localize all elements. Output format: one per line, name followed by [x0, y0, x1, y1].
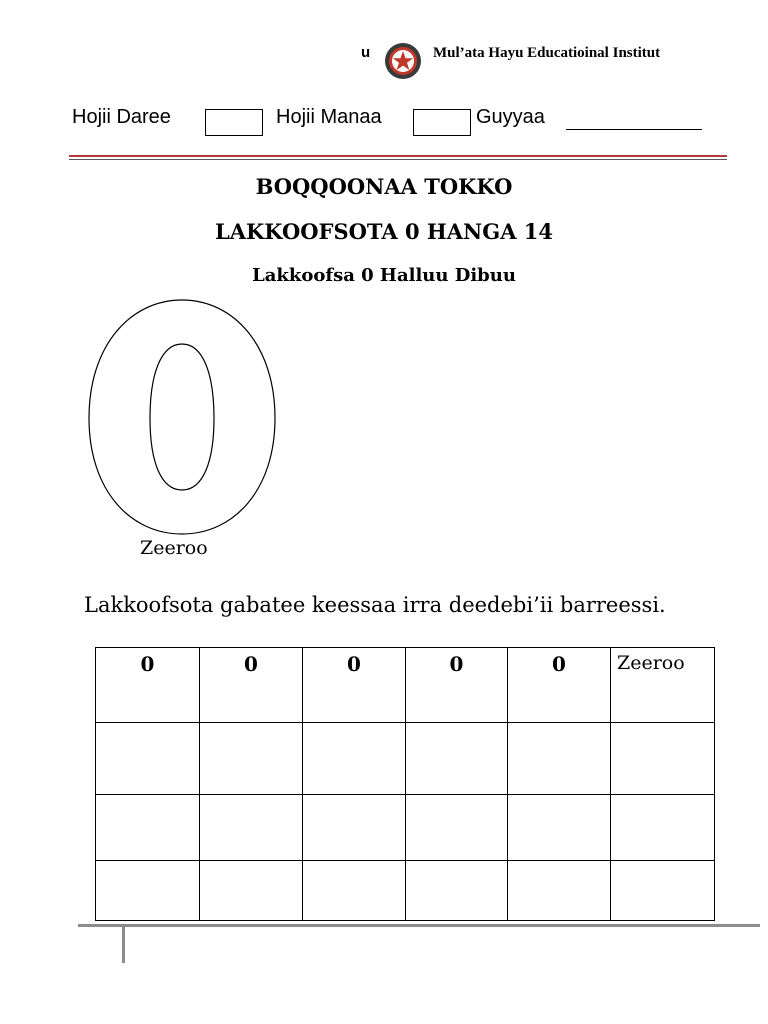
practice-cell[interactable]: [406, 795, 508, 861]
practice-cell[interactable]: [508, 861, 611, 921]
practice-cell[interactable]: [200, 723, 303, 795]
house-input-box[interactable]: [413, 109, 471, 136]
practice-cell[interactable]: [508, 723, 611, 795]
month-blank-line[interactable]: [566, 129, 702, 130]
practice-cell[interactable]: [303, 861, 406, 921]
table-cell-numeral: 0: [406, 648, 508, 723]
lesson-title: Lakkoofsa 0 Halluu Dibuu: [252, 265, 516, 286]
footer-divider: [78, 924, 760, 927]
table-header-row: [96, 648, 715, 723]
practice-cell[interactable]: [508, 795, 611, 861]
month-label: Guyyaa: [476, 106, 545, 128]
roll-label: Hojii Daree: [72, 106, 171, 128]
practice-cell[interactable]: [611, 795, 715, 861]
practice-cell[interactable]: [406, 723, 508, 795]
header-divider-red: [69, 155, 727, 157]
table-cell-numeral: 0: [200, 648, 303, 723]
roll-input-box[interactable]: [205, 109, 263, 136]
table-row: [96, 861, 715, 921]
instruction-text: Lakkoofsota gabatee keessaa irra deedebi’ii barreessi.: [84, 593, 666, 617]
outlined-zero-figure[interactable]: [84, 298, 280, 536]
header-divider-gray: [69, 159, 727, 160]
practice-cell[interactable]: [200, 861, 303, 921]
star-seal-logo: [384, 42, 422, 80]
chapter-title: BOQQOONAA TOKKO: [255, 174, 513, 199]
topic-title: LAKKOOFSOTA 0 HANGA 14: [214, 219, 554, 244]
zero-caption: Zeeroo: [140, 537, 208, 559]
practice-cell[interactable]: [96, 861, 200, 921]
practice-cell[interactable]: [303, 723, 406, 795]
table-cell-numeral: 0: [303, 648, 406, 723]
practice-cell[interactable]: [96, 795, 200, 861]
practice-cell[interactable]: [406, 861, 508, 921]
header-marker: u: [361, 44, 371, 61]
table-cell-numeral: 0: [508, 648, 611, 723]
table-cell-numeral: 0: [96, 648, 200, 723]
table-row: [96, 795, 715, 861]
practice-cell[interactable]: [200, 795, 303, 861]
practice-cell[interactable]: [611, 861, 715, 921]
institution-name: Mul’ata Hayu Educatioinal Institut: [433, 45, 661, 61]
practice-cell[interactable]: [611, 723, 715, 795]
practice-table: [95, 647, 715, 921]
practice-cell[interactable]: [96, 723, 200, 795]
house-label: Hojii Manaa: [276, 106, 382, 128]
table-cell-word: Zeeroo: [611, 648, 715, 723]
footer-tick-mark: [122, 927, 125, 963]
table-row: [96, 723, 715, 795]
practice-cell[interactable]: [303, 795, 406, 861]
